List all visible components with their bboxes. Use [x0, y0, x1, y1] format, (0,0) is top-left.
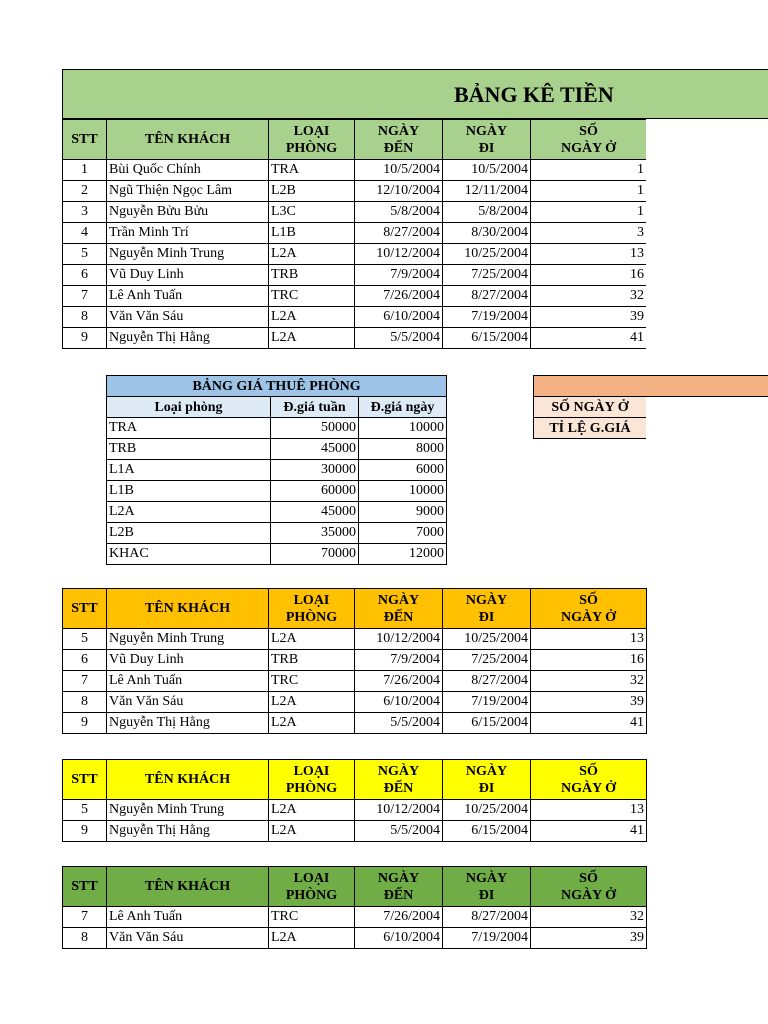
- header-stt-line: STT: [71, 772, 98, 787]
- price-cell-week: 35000: [271, 523, 359, 544]
- header-ten-khach: [107, 760, 269, 800]
- header-ngay-di-line: ĐI: [478, 140, 495, 156]
- cell-ten-khach: Nguyễn Bửu Bửu: [107, 202, 269, 223]
- price-row: [107, 544, 447, 565]
- table-row: [63, 286, 647, 307]
- price-cell-week: 30000: [271, 460, 359, 481]
- side-table: [533, 396, 646, 439]
- price-row: [107, 460, 447, 481]
- cell-stt: 2: [63, 181, 107, 202]
- cell-stt: 8: [63, 692, 107, 713]
- cell-stt: 9: [63, 713, 107, 734]
- price-cell-day: 7000: [359, 523, 447, 544]
- header-loai-phong: [269, 867, 355, 907]
- cell-stt: 9: [63, 328, 107, 349]
- cell-stt: 6: [63, 650, 107, 671]
- cell-ten-khach: Vũ Duy Linh: [107, 265, 269, 286]
- header-loai-phong-line: LOẠI: [293, 123, 330, 139]
- header-so-ngay-o: [531, 760, 647, 800]
- table-row: [63, 181, 647, 202]
- cell-stt: 8: [63, 928, 107, 949]
- cell-ngay-di: 6/15/2004: [443, 821, 531, 842]
- cell-ngay-den: 7/26/2004: [355, 671, 443, 692]
- header-ngay-den-line: NGÀY: [377, 763, 420, 779]
- cell-stt: 7: [63, 671, 107, 692]
- header-loai-phong-line: PHÒNG: [285, 887, 338, 903]
- price-cell-week: 70000: [271, 544, 359, 565]
- cell-ngay-di: 10/25/2004: [443, 244, 531, 265]
- cell-so-ngay-o: 41: [531, 713, 647, 734]
- main-table-wrap: [62, 119, 646, 357]
- cell-so-ngay-o: 41: [531, 821, 647, 842]
- cell-loai-phong: L1B: [269, 223, 355, 244]
- header-loai-phong-line: LOẠI: [293, 763, 330, 779]
- header-stt: [63, 867, 107, 907]
- header-ngay-di-line: ĐI: [478, 780, 495, 796]
- price-row: [107, 481, 447, 502]
- table-row: [63, 202, 647, 223]
- cell-ten-khach: Nguyễn Minh Trung: [107, 244, 269, 265]
- header-ngay-di-line: NGÀY: [465, 870, 508, 886]
- cell-ten-khach: Trần Minh Trí: [107, 223, 269, 244]
- cell-ten-khach: Văn Văn Sáu: [107, 692, 269, 713]
- price-cell-type: L2A: [107, 502, 271, 523]
- table-row: [63, 307, 647, 328]
- header-loai-phong-line: PHÒNG: [285, 609, 338, 625]
- cell-loai-phong: TRA: [269, 160, 355, 181]
- yellow-filter-table: [62, 759, 647, 842]
- title-banner: [62, 69, 768, 119]
- price-col-type: Loại phòng: [107, 397, 271, 418]
- cell-ten-khach: Vũ Duy Linh: [107, 650, 269, 671]
- cell-stt: 3: [63, 202, 107, 223]
- price-cell-day: 12000: [359, 544, 447, 565]
- header-so-ngay-o-line: NGÀY Ở: [560, 887, 617, 903]
- header-so-ngay-o-line: NGÀY Ở: [560, 140, 617, 156]
- header-ngay-di: [443, 589, 531, 629]
- price-cell-day: 6000: [359, 460, 447, 481]
- orange-filter-table: [62, 588, 647, 734]
- price-row: [107, 439, 447, 460]
- cell-ten-khach: Lê Anh Tuấn: [107, 671, 269, 692]
- header-so-ngay-o-line: SỐ: [579, 592, 598, 608]
- cell-stt: 7: [63, 907, 107, 928]
- table-row: [63, 265, 647, 286]
- cell-so-ngay-o: 16: [531, 650, 647, 671]
- cell-ngay-den: 10/5/2004: [355, 160, 443, 181]
- header-ngay-den-line: ĐẾN: [383, 887, 414, 903]
- cell-ten-khach: Nguyễn Minh Trung: [107, 629, 269, 650]
- header-loai-phong-line: LOẠI: [293, 592, 330, 608]
- header-row: [63, 760, 647, 800]
- cell-so-ngay-o: 32: [531, 286, 647, 307]
- cell-loai-phong: L2A: [269, 800, 355, 821]
- cell-loai-phong: L2A: [269, 629, 355, 650]
- price-table-body: [107, 418, 447, 565]
- header-so-ngay-o-line: SỐ: [579, 870, 598, 886]
- header-so-ngay-o-line: SỐ: [579, 763, 598, 779]
- cell-ngay-den: 8/27/2004: [355, 223, 443, 244]
- price-cell-type: TRB: [107, 439, 271, 460]
- cell-ten-khach: Nguyễn Thị Hằng: [107, 821, 269, 842]
- green-filter-table: [62, 866, 647, 949]
- cell-so-ngay-o: 1: [531, 160, 647, 181]
- price-cell-day: 8000: [359, 439, 447, 460]
- cell-ngay-di: 7/25/2004: [443, 650, 531, 671]
- cell-ngay-di: 10/5/2004: [443, 160, 531, 181]
- cell-stt: 1: [63, 160, 107, 181]
- price-row: [107, 502, 447, 523]
- cell-ngay-den: 10/12/2004: [355, 244, 443, 265]
- price-table: [106, 375, 447, 565]
- cell-stt: 8: [63, 307, 107, 328]
- price-cell-week: 45000: [271, 439, 359, 460]
- header-loai-phong-line: PHÒNG: [285, 780, 338, 796]
- header-stt: [63, 120, 107, 160]
- price-cell-week: 60000: [271, 481, 359, 502]
- cell-ngay-den: 7/26/2004: [355, 907, 443, 928]
- table-row: [63, 223, 647, 244]
- header-ngay-di-line: NGÀY: [465, 123, 508, 139]
- header-ngay-den-line: ĐẾN: [383, 140, 414, 156]
- table-row: [63, 928, 647, 949]
- cell-ngay-di: 5/8/2004: [443, 202, 531, 223]
- cell-ngay-den: 5/8/2004: [355, 202, 443, 223]
- cell-stt: 5: [63, 244, 107, 265]
- cell-stt: 7: [63, 286, 107, 307]
- cell-so-ngay-o: 1: [531, 181, 647, 202]
- cell-loai-phong: L2A: [269, 692, 355, 713]
- cell-ngay-di: 7/19/2004: [443, 692, 531, 713]
- header-ngay-den-line: NGÀY: [377, 592, 420, 608]
- cell-ngay-den: 7/26/2004: [355, 286, 443, 307]
- header-stt: [63, 760, 107, 800]
- header-row: [63, 120, 647, 160]
- cell-ngay-di: 8/27/2004: [443, 671, 531, 692]
- header-stt: [63, 589, 107, 629]
- cell-ten-khach: Nguyễn Minh Trung: [107, 800, 269, 821]
- header-so-ngay-o: [531, 589, 647, 629]
- header-so-ngay-o-line: NGÀY Ở: [560, 780, 617, 796]
- price-row: [107, 523, 447, 544]
- price-cell-week: 50000: [271, 418, 359, 439]
- ti-le-giam-gia-label: TỈ LỆ G.GIÁ: [534, 418, 647, 439]
- header-so-ngay-o: [531, 120, 647, 160]
- price-col-day: Đ.giá ngày: [359, 397, 447, 418]
- cell-ngay-di: 8/27/2004: [443, 286, 531, 307]
- cell-so-ngay-o: 39: [531, 307, 647, 328]
- header-stt-line: STT: [71, 132, 98, 147]
- header-so-ngay-o-line: SỐ: [579, 123, 598, 139]
- cell-ten-khach: Nguyễn Thị Hằng: [107, 328, 269, 349]
- cell-ngay-di: 8/30/2004: [443, 223, 531, 244]
- cell-so-ngay-o: 3: [531, 223, 647, 244]
- so-ngay-o-label: SỐ NGÀY Ở: [534, 397, 647, 418]
- header-loai-phong-line: LOẠI: [293, 870, 330, 886]
- header-ngay-den-line: ĐẾN: [383, 780, 414, 796]
- header-ten-khach: [107, 120, 269, 160]
- header-ngay-di: [443, 867, 531, 907]
- cell-ngay-den: 6/10/2004: [355, 928, 443, 949]
- price-cell-day: 10000: [359, 481, 447, 502]
- cell-ngay-den: 12/10/2004: [355, 181, 443, 202]
- cell-loai-phong: TRB: [269, 650, 355, 671]
- cell-loai-phong: L2A: [269, 821, 355, 842]
- cell-loai-phong: L2A: [269, 244, 355, 265]
- table-row: [63, 160, 647, 181]
- cell-so-ngay-o: 41: [531, 328, 647, 349]
- cell-so-ngay-o: 1: [531, 202, 647, 223]
- cell-ngay-di: 6/15/2004: [443, 713, 531, 734]
- header-ngay-di-line: NGÀY: [465, 763, 508, 779]
- price-cell-day: 10000: [359, 418, 447, 439]
- header-loai-phong: [269, 120, 355, 160]
- cell-so-ngay-o: 16: [531, 265, 647, 286]
- cell-so-ngay-o: 39: [531, 928, 647, 949]
- cell-ngay-den: 5/5/2004: [355, 328, 443, 349]
- header-stt-line: STT: [71, 601, 98, 616]
- cell-ngay-di: 6/15/2004: [443, 328, 531, 349]
- cell-ngay-di: 10/25/2004: [443, 800, 531, 821]
- cell-ngay-di: 7/25/2004: [443, 265, 531, 286]
- cell-loai-phong: TRB: [269, 265, 355, 286]
- header-ngay-den: [355, 867, 443, 907]
- header-loai-phong: [269, 760, 355, 800]
- table-row: [63, 650, 647, 671]
- table-row: [63, 800, 647, 821]
- table-row: [63, 671, 647, 692]
- header-ten-khach-line: TÊN KHÁCH: [144, 879, 231, 894]
- header-ngay-di-line: NGÀY: [465, 592, 508, 608]
- price-cell-type: L2B: [107, 523, 271, 544]
- header-ngay-di-line: ĐI: [478, 887, 495, 903]
- header-loai-phong: [269, 589, 355, 629]
- header-ngay-den: [355, 760, 443, 800]
- price-cell-type: TRA: [107, 418, 271, 439]
- header-ngay-di-line: ĐI: [478, 609, 495, 625]
- cell-stt: 4: [63, 223, 107, 244]
- cell-ngay-den: 6/10/2004: [355, 307, 443, 328]
- cell-ten-khach: Ngũ Thiện Ngọc Lâm: [107, 181, 269, 202]
- cell-stt: 5: [63, 800, 107, 821]
- header-row: [63, 589, 647, 629]
- cell-so-ngay-o: 39: [531, 692, 647, 713]
- header-ngay-den-line: NGÀY: [377, 123, 420, 139]
- cell-so-ngay-o: 32: [531, 907, 647, 928]
- cell-so-ngay-o: 13: [531, 629, 647, 650]
- price-cell-type: L1A: [107, 460, 271, 481]
- header-ten-khach: [107, 867, 269, 907]
- cell-ngay-den: 10/12/2004: [355, 629, 443, 650]
- cell-so-ngay-o: 32: [531, 671, 647, 692]
- cell-loai-phong: L2A: [269, 928, 355, 949]
- price-col-week: Đ.giá tuần: [271, 397, 359, 418]
- cell-ngay-di: 7/19/2004: [443, 307, 531, 328]
- price-cell-day: 9000: [359, 502, 447, 523]
- cell-ten-khach: Văn Văn Sáu: [107, 307, 269, 328]
- cell-loai-phong: TRC: [269, 671, 355, 692]
- price-cell-type: KHAC: [107, 544, 271, 565]
- cell-ten-khach: Lê Anh Tuấn: [107, 907, 269, 928]
- table-row: [63, 713, 647, 734]
- header-ngay-den: [355, 589, 443, 629]
- cell-loai-phong: L2A: [269, 328, 355, 349]
- table-row: [63, 244, 647, 265]
- cell-loai-phong: L2A: [269, 713, 355, 734]
- table-row: [63, 821, 647, 842]
- cell-stt: 6: [63, 265, 107, 286]
- cell-loai-phong: TRC: [269, 907, 355, 928]
- header-so-ngay-o: [531, 867, 647, 907]
- cell-ten-khach: Văn Văn Sáu: [107, 928, 269, 949]
- cell-loai-phong: L3C: [269, 202, 355, 223]
- cell-stt: 9: [63, 821, 107, 842]
- cell-ngay-di: 7/19/2004: [443, 928, 531, 949]
- sheet-title: BẢNG KÊ TIỀN: [454, 82, 614, 107]
- header-so-ngay-o-line: NGÀY Ở: [560, 609, 617, 625]
- header-ten-khach-line: TÊN KHÁCH: [144, 601, 231, 616]
- cell-ngay-den: 7/9/2004: [355, 265, 443, 286]
- cell-ten-khach: Bùi Quốc Chính: [107, 160, 269, 181]
- price-cell-type: L1B: [107, 481, 271, 502]
- header-ten-khach-line: TÊN KHÁCH: [144, 132, 231, 147]
- cell-ngay-di: 12/11/2004: [443, 181, 531, 202]
- table-row: [63, 629, 647, 650]
- header-ngay-di: [443, 120, 531, 160]
- cell-ngay-di: 10/25/2004: [443, 629, 531, 650]
- cell-ten-khach: Lê Anh Tuấn: [107, 286, 269, 307]
- cell-loai-phong: TRC: [269, 286, 355, 307]
- side-table-banner: [533, 375, 768, 397]
- cell-ten-khach: Nguyễn Thị Hằng: [107, 713, 269, 734]
- cell-ngay-den: 6/10/2004: [355, 692, 443, 713]
- header-ngay-di: [443, 760, 531, 800]
- header-stt-line: STT: [71, 879, 98, 894]
- main-table: [62, 119, 646, 349]
- table-row: [63, 692, 647, 713]
- table-row: [63, 907, 647, 928]
- header-ngay-den: [355, 120, 443, 160]
- header-ten-khach: [107, 589, 269, 629]
- side-table-wrap: [533, 396, 646, 442]
- cell-ngay-den: 5/5/2004: [355, 713, 443, 734]
- cell-ngay-di: 8/27/2004: [443, 907, 531, 928]
- price-table-title: BẢNG GIÁ THUÊ PHÒNG: [107, 376, 447, 397]
- cell-ngay-den: 10/12/2004: [355, 800, 443, 821]
- cell-so-ngay-o: 13: [531, 800, 647, 821]
- price-row: [107, 418, 447, 439]
- header-loai-phong-line: PHÒNG: [285, 140, 338, 156]
- header-ngay-den-line: ĐẾN: [383, 609, 414, 625]
- header-row: [63, 867, 647, 907]
- table-row: [63, 328, 647, 349]
- header-ten-khach-line: TÊN KHÁCH: [144, 772, 231, 787]
- cell-loai-phong: L2B: [269, 181, 355, 202]
- header-ngay-den-line: NGÀY: [377, 870, 420, 886]
- cell-stt: 5: [63, 629, 107, 650]
- price-cell-week: 45000: [271, 502, 359, 523]
- cell-loai-phong: L2A: [269, 307, 355, 328]
- cell-so-ngay-o: 13: [531, 244, 647, 265]
- cell-ngay-den: 7/9/2004: [355, 650, 443, 671]
- cell-ngay-den: 5/5/2004: [355, 821, 443, 842]
